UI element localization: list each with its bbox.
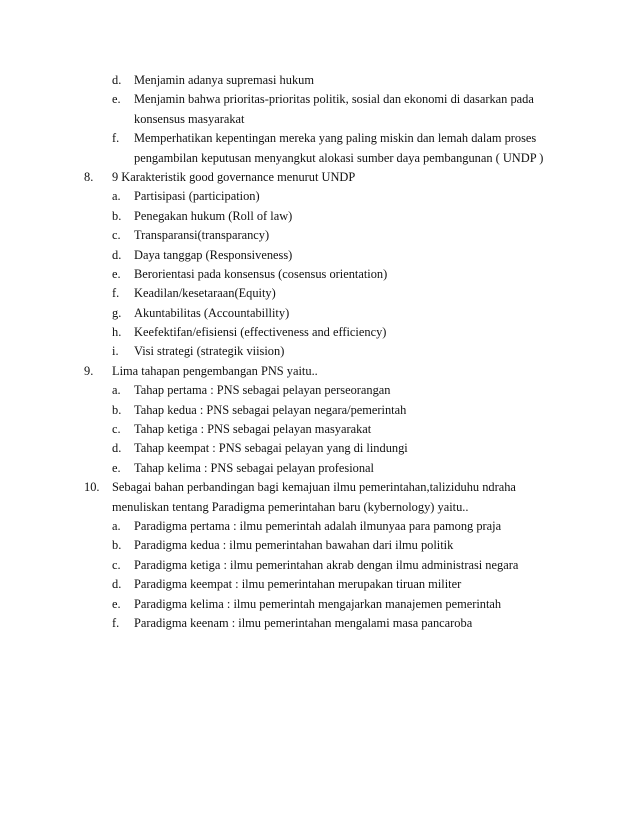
list-item-label: c. xyxy=(112,422,121,437)
list-item-text: Tahap kedua : PNS sebagai pelayan negara/pemerintah xyxy=(134,402,407,417)
list-item xyxy=(84,459,584,478)
list-item xyxy=(84,246,584,265)
list-item xyxy=(84,110,584,129)
list-item xyxy=(84,207,584,226)
list-item-text: konsensus masyarakat xyxy=(134,111,245,126)
list-item-label: e. xyxy=(112,596,121,611)
list-item-text: pengambilan keputusan menyangkut alokasi sumber daya pembangunan ( UNDP ) xyxy=(134,150,544,165)
list-item xyxy=(84,595,584,614)
list-item xyxy=(84,439,584,458)
list-item xyxy=(84,323,584,342)
list-item xyxy=(84,284,584,303)
list-item-text: Paradigma kedua : ilmu pemerintahan bawahan dari ilmu politik xyxy=(134,538,454,553)
list-item-text: Transparansi(transparancy) xyxy=(134,228,270,243)
list-item-text: Memperhatikan kepentingan mereka yang paling miskin dan lemah dalam proses xyxy=(134,131,537,146)
list-heading-text: Lima tahapan pengembangan PNS yaitu.. xyxy=(112,363,318,378)
list-item-text: Keefektifan/efisiensi (effectiveness and efficiency) xyxy=(134,325,387,340)
list-item-text: Paradigma pertama : ilmu pemerintah adalah ilmunyaa para pamong praja xyxy=(134,518,502,533)
list-item-label: b. xyxy=(112,402,122,417)
list-heading-text: 9 Karakteristik good governance menurut UNDP xyxy=(112,169,356,184)
list-item-label: a. xyxy=(112,383,121,398)
list-item xyxy=(84,381,584,400)
list-item-text: Tahap keempat : PNS sebagai pelayan yang di lindungi xyxy=(134,441,408,456)
list-item xyxy=(84,129,584,148)
list-number: 10. xyxy=(84,480,100,495)
list-item-text: Paradigma keenam : ilmu pemerintahan mengalami masa pancaroba xyxy=(134,615,473,630)
list-item-text: Paradigma kelima : ilmu pemerintah mengajarkan manajemen pemerintah xyxy=(134,596,502,611)
list-item-text: Menjamin bahwa prioritas-prioritas politik, sosial dan ekonomi di dasarkan pada xyxy=(134,92,534,107)
list-item-label: d. xyxy=(112,577,122,592)
list-item-text: Partisipasi (participation) xyxy=(134,189,260,204)
list-item xyxy=(84,226,584,245)
list-item-label: e. xyxy=(112,266,121,281)
list-heading-text: menuliskan tentang Paradigma pemerintahan baru (kybernology) yaitu.. xyxy=(112,499,469,514)
list-item xyxy=(84,517,584,536)
list-heading-line xyxy=(84,362,584,381)
list-heading-line xyxy=(84,478,584,497)
list-item-text: Penegakan hukum (Roll of law) xyxy=(134,208,293,223)
list-item-label: f. xyxy=(112,615,120,630)
list-item xyxy=(84,90,584,109)
list-item-label: d. xyxy=(112,441,122,456)
list-item-label: h. xyxy=(112,325,122,340)
list-item xyxy=(84,149,584,168)
list-item-label: g. xyxy=(112,305,122,320)
list-heading-text: Sebagai bahan perbandingan bagi kemajuan ilmu pemerintahan,taliziduhu ndraha xyxy=(112,480,516,495)
list-item-text: Tahap kelima : PNS sebagai pelayan profesional xyxy=(134,460,374,475)
list-item-text: Paradigma keempat : ilmu pemerintahan merupakan tiruan militer xyxy=(134,577,462,592)
list-heading-line xyxy=(84,168,584,187)
list-item-text: Tahap pertama : PNS sebagai pelayan perseorangan xyxy=(134,383,391,398)
list-item-label: d. xyxy=(112,73,122,87)
list-heading-line xyxy=(84,498,584,517)
list-number: 8. xyxy=(84,169,94,184)
list-item-label: f. xyxy=(112,131,120,146)
list-item-label: e. xyxy=(112,92,121,107)
list-item-label: e. xyxy=(112,460,121,475)
list-item-label: c. xyxy=(112,557,121,572)
list-item xyxy=(84,556,584,575)
list-item xyxy=(84,265,584,284)
list-item-label: c. xyxy=(112,228,121,243)
list-number: 9. xyxy=(84,363,94,378)
list-item-label: d. xyxy=(112,247,122,262)
list-item xyxy=(84,420,584,439)
list-item xyxy=(84,614,584,633)
list-item-text: Akuntabilitas (Accountabillity) xyxy=(134,305,290,320)
list-item xyxy=(84,401,584,420)
list-item xyxy=(84,304,584,323)
list-item-text: Keadilan/kesetaraan(Equity) xyxy=(134,286,276,301)
list-item xyxy=(84,536,584,555)
list-item-label: i. xyxy=(112,344,119,359)
document-body xyxy=(84,71,584,633)
list-item-text: Daya tanggap (Responsiveness) xyxy=(134,247,293,262)
list-item xyxy=(84,575,584,594)
list-item-label: a. xyxy=(112,518,121,533)
list-item-text: Visi strategi (strategik viision) xyxy=(134,344,285,359)
list-item xyxy=(84,71,584,90)
list-item-text: Tahap ketiga : PNS sebagai pelayan masyarakat xyxy=(134,422,372,437)
list-item-label: a. xyxy=(112,189,121,204)
list-item-label: f. xyxy=(112,286,120,301)
list-item xyxy=(84,342,584,361)
list-item-text: Berorientasi pada konsensus (cosensus orientation) xyxy=(134,266,388,281)
list-item-label: b. xyxy=(112,208,122,223)
list-item-text: Menjamin adanya supremasi hukum xyxy=(134,73,314,87)
list-item-label: b. xyxy=(112,538,122,553)
list-item-text: Paradigma ketiga : ilmu pemerintahan akrab dengan ilmu administrasi negara xyxy=(134,557,519,572)
list-item xyxy=(84,187,584,206)
